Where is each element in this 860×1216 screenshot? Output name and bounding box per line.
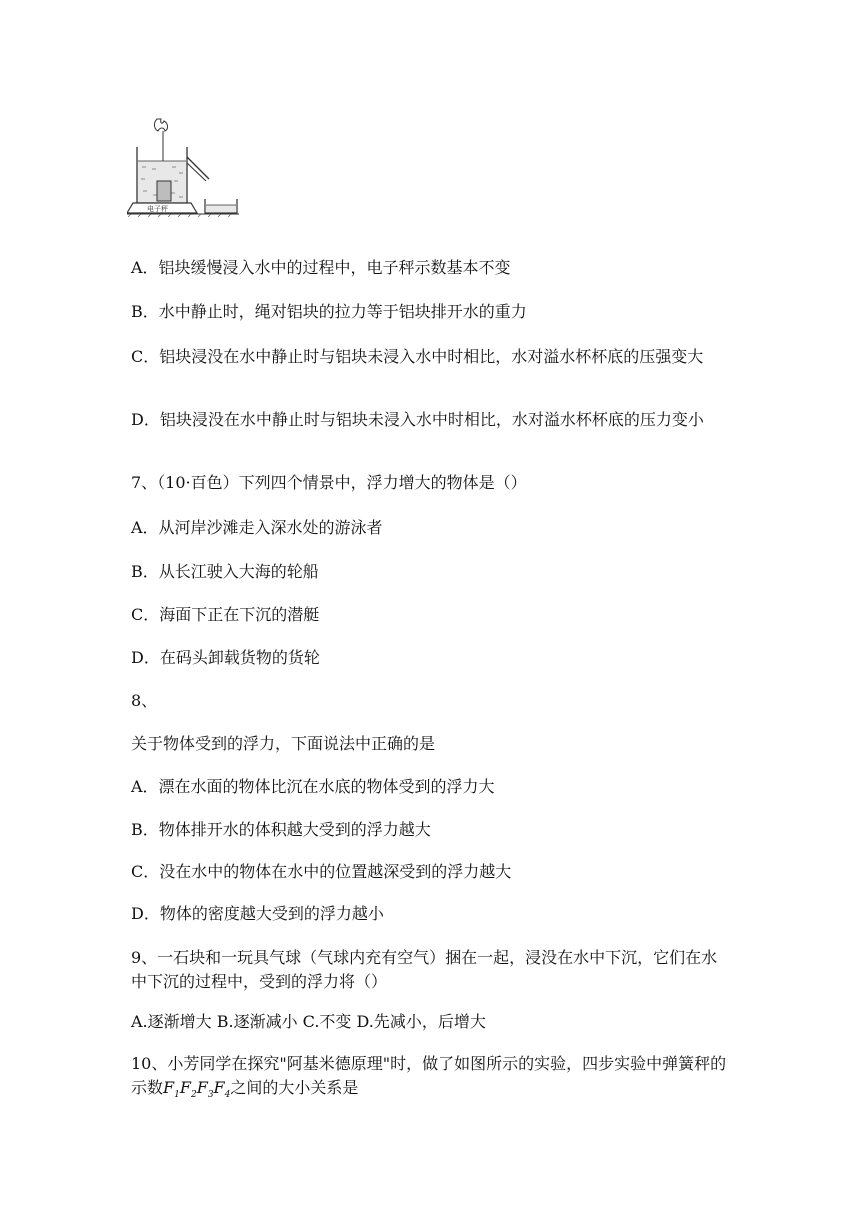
q7-stem: 7、（10·百色）下列四个情景中，浮力增大的物体是（）: [131, 473, 527, 492]
q7-option-d: D．在码头卸载货物的货轮: [131, 648, 320, 667]
q10-stem-suffix: 之间的大小关系是: [230, 1078, 359, 1097]
q7-option-b: B．从长江驶入大海的轮船: [131, 562, 319, 581]
f4-symbol: $F_4$: [213, 1078, 231, 1101]
q8-number: 8、: [131, 691, 158, 710]
f1-symbol: $F_1$: [163, 1078, 180, 1101]
q7-option-c: C．海面下正在下沉的潜艇: [131, 605, 320, 624]
q9-options: A.逐渐增大 B.逐渐减小 C.不变 D.先减小，后增大: [131, 1012, 486, 1031]
f2-symbol: $F_2$: [179, 1078, 197, 1101]
q8-option-b: B．物体排开水的体积越大受到的浮力越大: [131, 820, 431, 839]
q8-option-d: D．物体的密度越大受到的浮力越小: [131, 904, 384, 923]
scale-label: 电子秤: [147, 205, 168, 213]
q6-option-d: D．铝块浸没在水中静止时与铝块未浸入水中时相比，水对溢水杯杯底的压力变小: [131, 410, 704, 429]
q6-option-a: A．铝块缓慢浸入水中的过程中，电子秤示数基本不变: [131, 258, 511, 277]
q10-stem-prefix: 10、小芳同学在探究"阿基米德原理"时，做了如图所示的实验，四步实验中弹簧秤的示数: [131, 1054, 727, 1097]
q9-stem: 9、一石块和一玩具气球（气球内充有空气）捆在一起，浸没在水中下沉，它们在水中下沉的过程中，受到的浮力将（）: [131, 948, 718, 991]
q8-stem: 关于物体受到的浮力，下面说法中正确的是: [131, 734, 436, 753]
q8-option-a: A．漂在水面的物体比沉在水底的物体受到的浮力大: [131, 777, 495, 796]
q7-option-a: A．从河岸沙滩走入深水处的游泳者: [131, 518, 383, 537]
q8-option-c: C．没在水中的物体在水中的位置越深受到的浮力越大: [131, 862, 512, 881]
q10-stem: [131, 1052, 731, 1107]
q6-option-b: B．水中静止时，绳对铝块的拉力等于铝块排开水的重力: [131, 302, 527, 321]
aluminum-block: [157, 181, 171, 201]
f3-symbol: $F_3$: [196, 1078, 214, 1101]
experiment-figure: [127, 117, 239, 217]
q6-option-c: C．铝块浸没在水中静止时与铝块未浸入水中时相比，水对溢水杯杯底的压强变大: [131, 347, 704, 366]
hand-icon: [154, 119, 167, 131]
